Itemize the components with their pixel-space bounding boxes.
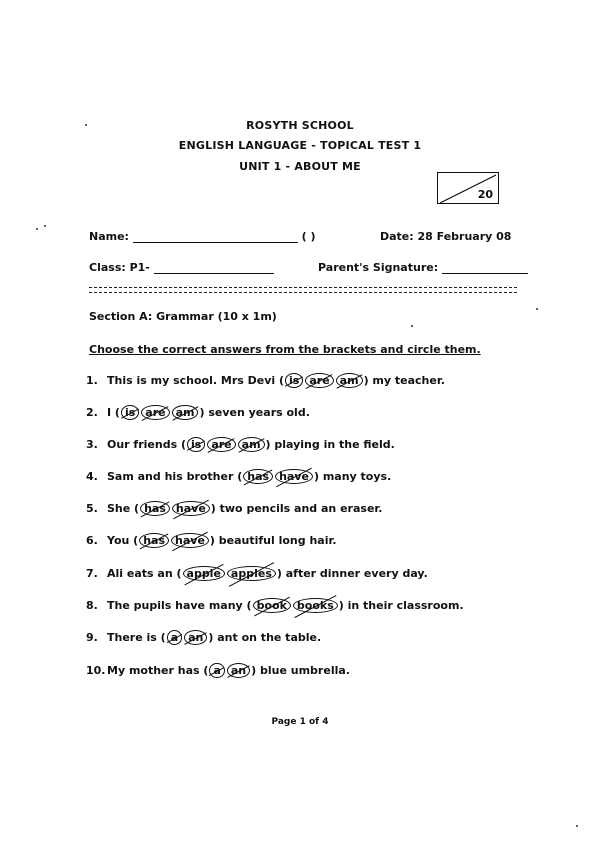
question-text-after: ) beautiful long hair. xyxy=(209,534,337,547)
score-total: 20 xyxy=(477,188,493,201)
question-text-after: ) many toys. xyxy=(313,470,392,483)
name-field xyxy=(89,230,316,243)
answer-option[interactable]: am xyxy=(336,373,363,388)
question-row xyxy=(86,437,395,452)
signature-field xyxy=(318,261,528,274)
answer-option[interactable]: a xyxy=(209,663,224,678)
question-row xyxy=(86,469,391,484)
question-text-before: Ali eats an ( xyxy=(107,567,182,580)
question-text-before: Our friends ( xyxy=(107,438,186,451)
name-line[interactable] xyxy=(133,230,298,243)
question-text-after: ) two pencils and an eraser. xyxy=(210,502,383,515)
question-number: 2. xyxy=(86,406,98,419)
question-row xyxy=(86,405,310,420)
answer-option[interactable]: is xyxy=(121,405,139,420)
answer-option[interactable]: am xyxy=(172,405,199,420)
answer-option[interactable]: has xyxy=(140,501,170,516)
question-number: 8. xyxy=(86,599,98,612)
question-row xyxy=(86,663,350,678)
section-title: Section A: Grammar (10 x 1m) xyxy=(89,310,277,323)
scan-speck xyxy=(576,825,578,827)
question-text-before: I ( xyxy=(107,406,120,419)
answer-option[interactable]: is xyxy=(285,373,303,388)
page-number: Page 1 of 4 xyxy=(271,717,329,727)
question-text-before: The pupils have many ( xyxy=(107,599,252,612)
question-text-before: This is my school. Mrs Devi ( xyxy=(107,374,285,387)
section-instruction: Choose the correct answers from the brackets and circle them. xyxy=(89,343,481,356)
question-text-before: Sam and his brother ( xyxy=(107,470,243,483)
scan-speck xyxy=(411,325,413,327)
test-title: ENGLISH LANGUAGE - TOPICAL TEST 1 xyxy=(178,139,422,152)
signature-line[interactable] xyxy=(442,261,528,274)
question-text-after: ) ant on the table. xyxy=(208,631,322,644)
answer-option[interactable]: am xyxy=(238,437,265,452)
answer-option[interactable]: are xyxy=(141,405,169,420)
answer-option[interactable]: an xyxy=(227,663,250,678)
unit-title: UNIT 1 - ABOUT ME xyxy=(239,160,361,173)
question-text-after: ) after dinner every day. xyxy=(276,567,428,580)
question-row xyxy=(86,566,428,581)
answer-option[interactable]: are xyxy=(207,437,235,452)
class-line[interactable] xyxy=(154,261,274,274)
question-text-before: My mother has ( xyxy=(107,664,209,677)
class-field xyxy=(89,261,274,274)
answer-option[interactable]: have xyxy=(172,501,210,516)
answer-option[interactable]: has xyxy=(243,469,273,484)
question-row xyxy=(86,373,445,388)
question-number: 10. xyxy=(86,664,106,677)
scan-speck xyxy=(44,225,46,227)
answer-option[interactable]: a xyxy=(167,630,182,645)
question-number: 4. xyxy=(86,470,98,483)
answer-option[interactable]: book xyxy=(253,598,291,613)
question-number: 3. xyxy=(86,438,98,451)
school-name: ROSYTH SCHOOL xyxy=(246,119,354,132)
class-label: Class: P1- xyxy=(89,261,150,274)
divider-rule-2 xyxy=(89,292,517,293)
question-row xyxy=(86,533,337,548)
register-brackets: ( ) xyxy=(301,230,316,243)
answer-option[interactable]: have xyxy=(275,469,313,484)
question-text-after: ) my teacher. xyxy=(363,374,445,387)
question-number: 1. xyxy=(86,374,98,387)
answer-option[interactable]: is xyxy=(187,437,205,452)
question-number: 6. xyxy=(86,534,98,547)
answer-option[interactable]: are xyxy=(305,373,333,388)
question-text-after: ) playing in the field. xyxy=(265,438,395,451)
answer-option[interactable]: apple xyxy=(183,566,225,581)
signature-label: Parent's Signature: xyxy=(318,261,439,274)
question-text-before: There is ( xyxy=(107,631,166,644)
date-field: Date: 28 February 08 xyxy=(380,230,512,243)
answer-option[interactable]: apples xyxy=(227,566,276,581)
question-text-after: ) in their classroom. xyxy=(338,599,464,612)
question-row xyxy=(86,501,382,516)
divider-rule xyxy=(89,287,517,288)
answer-option[interactable]: has xyxy=(139,533,169,548)
question-number: 9. xyxy=(86,631,98,644)
answer-option[interactable]: books xyxy=(293,598,338,613)
question-text-before: You ( xyxy=(107,534,139,547)
answer-option[interactable]: an xyxy=(184,630,207,645)
answer-option[interactable]: have xyxy=(171,533,209,548)
name-label: Name: xyxy=(89,230,129,243)
question-text-after: ) blue umbrella. xyxy=(251,664,350,677)
question-number: 5. xyxy=(86,502,98,515)
question-text-after: ) seven years old. xyxy=(199,406,310,419)
question-text-before: She ( xyxy=(107,502,140,515)
scan-speck xyxy=(536,308,538,310)
question-row xyxy=(86,598,464,613)
scan-speck xyxy=(36,228,38,230)
question-row xyxy=(86,630,321,645)
question-number: 7. xyxy=(86,567,98,580)
scan-speck xyxy=(85,124,87,126)
score-box xyxy=(437,172,499,204)
